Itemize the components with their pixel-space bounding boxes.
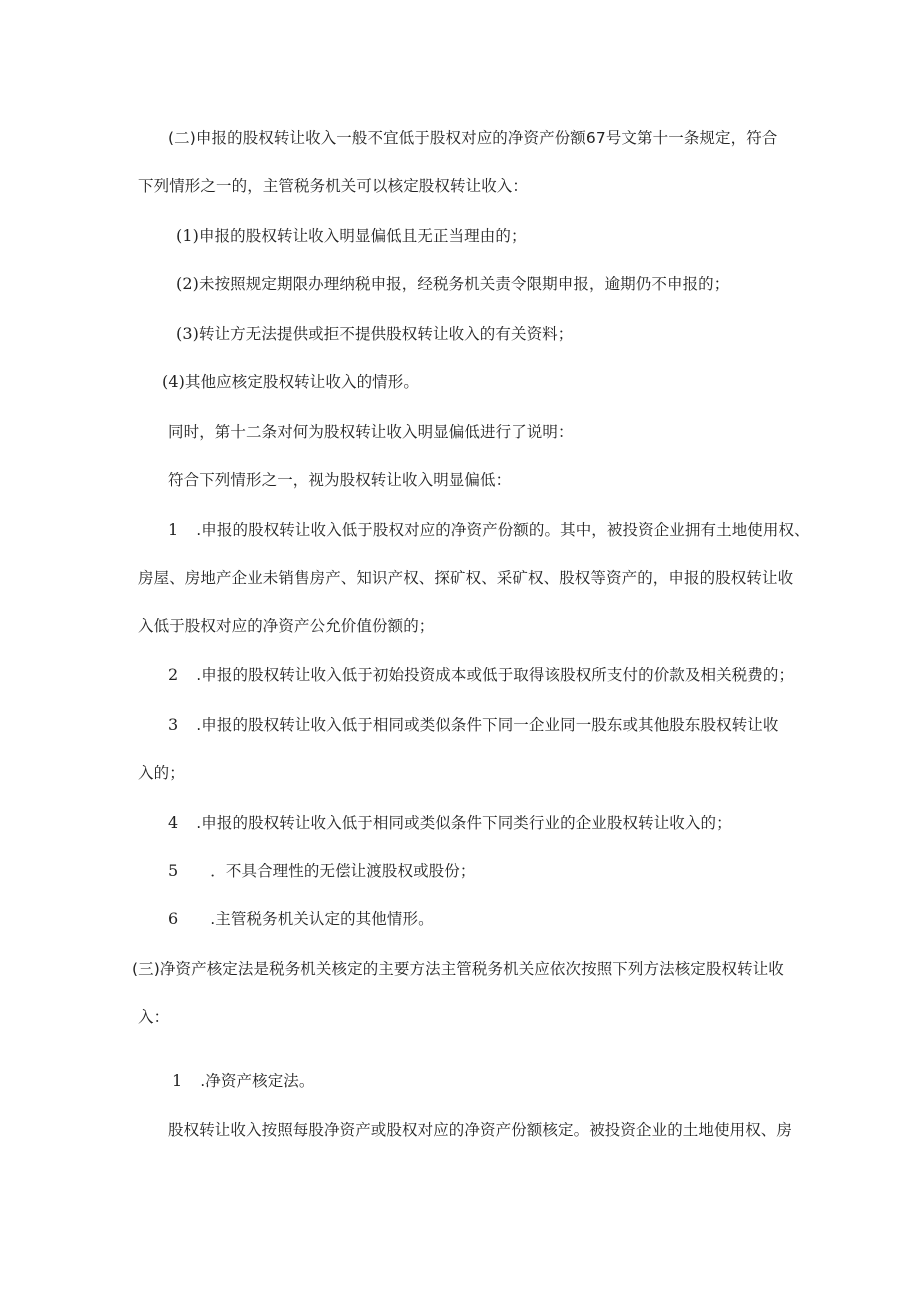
list-number: 4: [168, 813, 179, 832]
list-item: [168, 908, 434, 930]
list-text: .申报的股权转让收入低于相同或类似条件下同一企业同一股东或其他股东股权转让收: [196, 716, 779, 734]
list-number: 6: [168, 909, 179, 928]
list-number: 1: [168, 520, 179, 539]
list-number: (4): [162, 372, 185, 391]
list-item: [176, 273, 729, 295]
paragraph-line: 股权转让收入按照每股净资产或股权对应的净资产份额核定。被投资企业的土地使用权、房: [168, 1121, 793, 1139]
paragraph-line: 入的；: [138, 764, 185, 782]
list-number: 2: [168, 665, 179, 684]
paragraph-line: 房屋、房地产企业未销售房产、知识产权、探矿权、采矿权、股权等资产的，申报的股权转让收: [138, 569, 794, 587]
list-text: .主管税务机关认定的其他情形。: [210, 910, 434, 928]
paragraph-line: 入低于股权对应的净资产公允价值份额的；: [138, 617, 435, 635]
list-number: (1): [176, 226, 199, 245]
list-number: 5: [168, 861, 179, 880]
list-number: 3: [168, 715, 179, 734]
list-item: [168, 860, 475, 882]
list-text: .净资产核定法。: [200, 1072, 315, 1090]
list-item: [168, 519, 810, 541]
list-text: .申报的股权转让收入低于相同或类似条件下同类行业的企业股权转让收入的；: [196, 814, 732, 832]
list-number: (3): [176, 324, 199, 343]
list-text: 转让方无法提供或拒不提供股权转让收入的有关资料；: [198, 325, 574, 343]
paragraph-line: 入：: [138, 1008, 170, 1026]
list-text: .申报的股权转让收入低于初始投资成本或低于取得该股权所支付的价款及相关税费的；: [196, 666, 795, 684]
list-item: [176, 225, 527, 247]
list-number: (2): [176, 274, 199, 293]
list-item: [168, 664, 794, 686]
list-number: 1: [172, 1071, 183, 1090]
paragraph-line: (二)申报的股权转让收入一般不宜低于股权对应的净资产份额67号文第十一条规定，符合: [168, 129, 778, 147]
paragraph-line: 符合下列情形之一，视为股权转让收入明显偏低：: [168, 471, 512, 489]
list-item: [172, 1070, 315, 1092]
list-text: 未按照规定期限办理纳税申报，经税务机关责令限期申报，逾期仍不申报的；: [198, 275, 730, 293]
list-item: [168, 812, 732, 834]
list-text: ．不具合理性的无偿让渡股权或股份；: [210, 862, 476, 880]
list-item: [168, 714, 779, 736]
list-text: 申报的股权转让收入明显偏低且无正当理由的；: [198, 227, 527, 245]
list-item: [176, 323, 573, 345]
list-text: 其他应核定股权转让收入的情形。: [184, 373, 419, 391]
paragraph-line: 同时，第十二条对何为股权转让收入明显偏低进行了说明：: [168, 423, 574, 441]
list-item: [162, 371, 419, 393]
paragraph-line: 下列情形之一的，主管税务机关可以核定股权转让收入：: [138, 177, 529, 195]
paragraph-line: (三)净资产核定法是税务机关核定的主要方法主管税务机关应依次按照下列方法核定股权转让收: [132, 960, 784, 978]
list-text: .申报的股权转让收入低于股权对应的净资产份额的。其中，被投资企业拥有土地使用权、: [196, 521, 810, 539]
